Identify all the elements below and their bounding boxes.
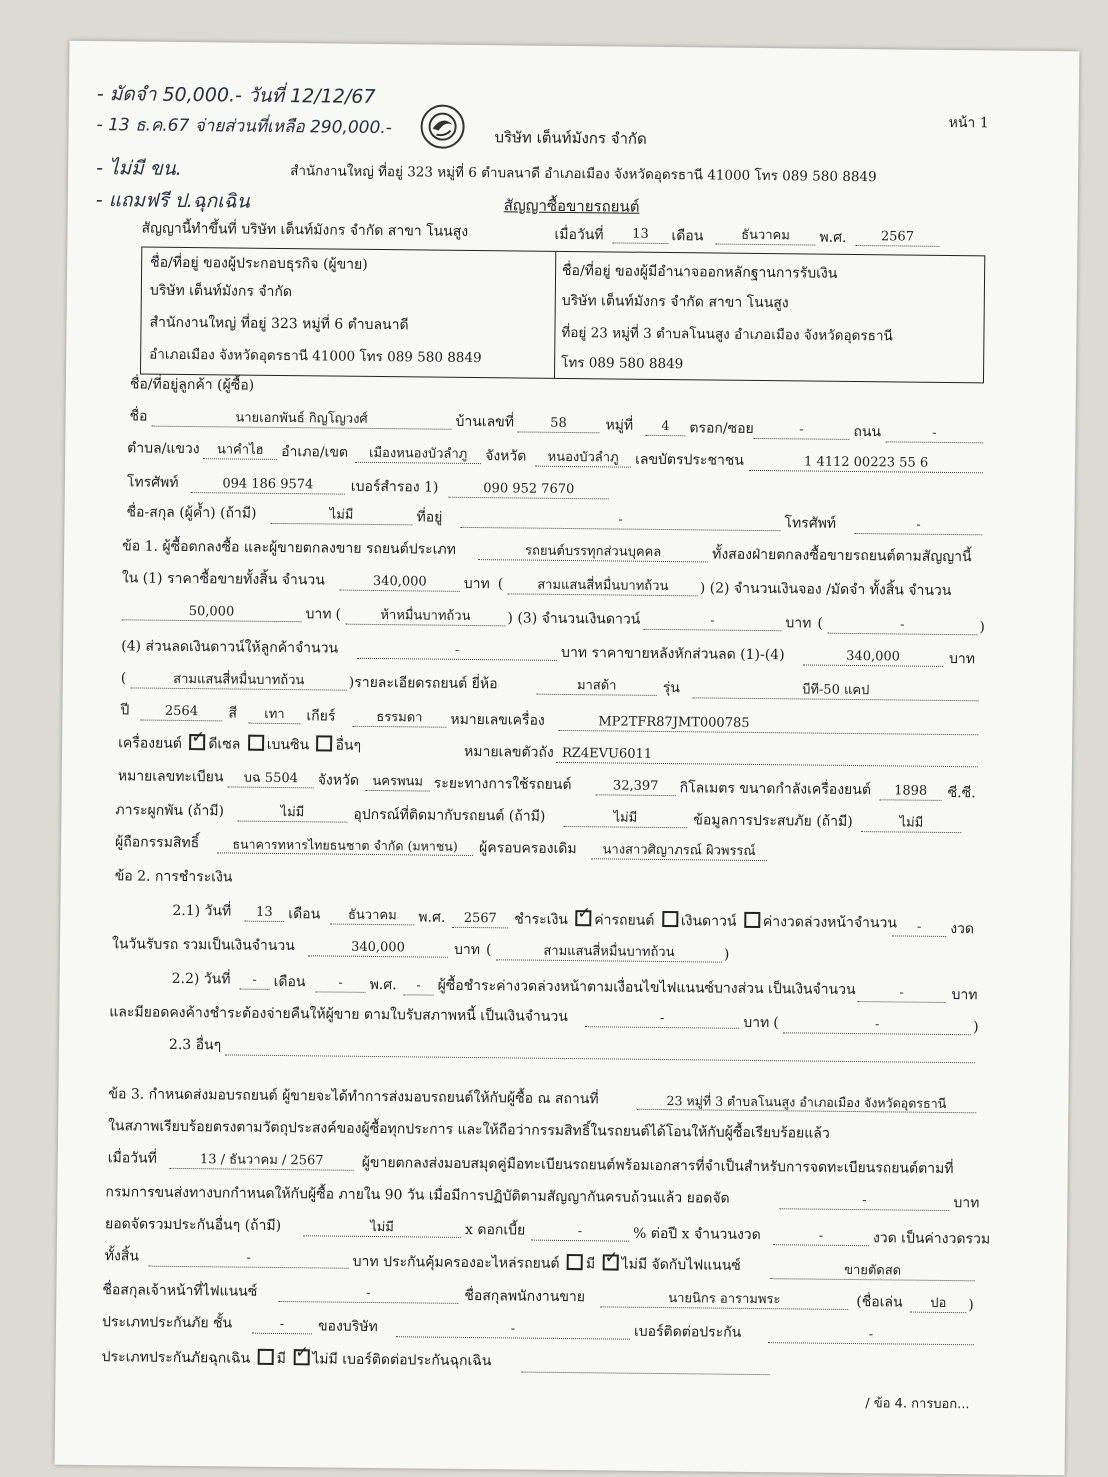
p22-amount: - [857, 985, 945, 1003]
gear-label: เกียร์ [306, 708, 336, 725]
p22-day: - [240, 973, 270, 990]
c1-line2a: ใน (1) ราคาซื้อขายทั้งสิ้น จำนวน [121, 570, 325, 589]
brand: มาสด้า [537, 678, 657, 696]
advance-label: ค่างวดล่วงหน้าจำนวน [762, 914, 898, 932]
term-count: - [773, 1228, 869, 1246]
p21-month-label: เดือน [288, 906, 321, 923]
parts-no-label: ไม่มี [621, 1256, 648, 1273]
p22-month-label: เดือน [273, 973, 306, 991]
p22-label: 2.2) วันที่ [171, 970, 231, 988]
pay-options [514, 909, 897, 932]
c3-line7c: (ชื่อเล่น [856, 1294, 903, 1311]
p22-remain-text: - [783, 1016, 971, 1035]
baht-3: บาท [785, 615, 812, 632]
road-label: ถนน [853, 423, 882, 441]
amphoe-label: อำเภอ/เขต [281, 443, 349, 461]
date-month: ธันวาคม [715, 228, 815, 246]
owner-label: ผู้ถือกรรมสิทธิ์ [115, 834, 200, 852]
prev-owner: นางสาวศิญาภรณ์ ผิวพรรณ์ [591, 842, 767, 861]
tambon-label: ตำบล/แขวง [127, 440, 200, 458]
c3-line6a: ทั้งสิ้น [104, 1248, 140, 1265]
footer-continue: / ข้อ 4. การบอก... [865, 1396, 970, 1413]
emergency-phone [522, 1358, 770, 1376]
baht-7: บาท [743, 1014, 770, 1032]
receipt-name: บริษัท เต็นท์มังกร จำกัด สาขา โนนสูง [561, 292, 789, 312]
down-payment-checkbox[interactable] [662, 911, 678, 927]
company-name: บริษัท เต็นท์มังกร จำกัด [494, 128, 647, 148]
delivery-date: 13 / ธันวาคม / 2567 [170, 1152, 354, 1171]
c3-line4a: กรมการขนส่งทางบกกำหนดให้กับผู้ซื้อ ภายใน 90 วัน เมื่อมีการปฏิบัติตามสัญญากันครบถ้วนแล้ว ยอดจัด [105, 1184, 730, 1207]
vehicle-type: รถยนต์บรรทุกส่วนบุคคล [478, 543, 708, 562]
year-label: พ.ศ. [819, 229, 847, 246]
p21-total-label: ในวันรับรถ รวมเป็นเงินจำนวน [111, 936, 295, 955]
amphoe: เมืองหนองบัวลำภู [355, 446, 481, 464]
parts-yes-label: มี [585, 1256, 596, 1273]
down-payment-label: เงินดาวน์ [680, 913, 737, 930]
insurance-class: - [252, 1317, 312, 1335]
salesperson-nickname: ปอ [910, 1296, 966, 1314]
model: บีที-50 แคป [693, 681, 979, 701]
p22-text: ผู้ซื้อชำระค่างวดล่วงหน้าตามเงื่อนไขไฟแนนซ์บางส่วน เป็นเงินจำนวน [437, 977, 856, 999]
c3-line8b: ของบริษัท [317, 1318, 378, 1336]
emergency-row [102, 1347, 492, 1370]
soi-label: ตรอก/ซอย [689, 420, 754, 437]
other-fuel-label: อื่นๆ [335, 737, 362, 754]
house-number: 58 [517, 415, 599, 433]
baht-1: บาท [463, 575, 490, 593]
c3-line7a: ชื่อสกุลเจ้าหน้าที่ไฟแนนซ์ [102, 1282, 258, 1300]
baht-6: บาท [951, 987, 978, 1004]
accessories-label: อุปกรณ์ที่ติดมากับรถยนต์ (ถ้ามี) [353, 806, 546, 825]
handwritten-note-3: - ไม่มี ขน. [96, 157, 182, 180]
c3-line5a: ยอดจัดรวมประกันอื่นๆ (ถ้ามี) [105, 1216, 282, 1235]
diesel-label: ดีเซล [208, 736, 241, 753]
date-label: เมื่อวันที่ [554, 226, 604, 244]
c1-line4b: บาท ราคาขายหลังหักส่วนลด (1)-(4) [561, 644, 785, 664]
c3-line5c: % ต่อปี x จำนวนงวด [632, 1225, 761, 1244]
c3-line9b: เบอร์ติดต่อประกันฉุกเฉิน [342, 1351, 492, 1370]
seller-address-2: อำเภอเมือง จังหวัดอุดรธานี 41000 โทร 089 580 8849 [149, 346, 482, 367]
net-price: 340,000 [803, 648, 943, 666]
cc-unit: ซี.ซี. [947, 784, 976, 802]
advance-count: - [892, 919, 946, 937]
encumbrance-label: ภาระผูกพัน (ถ้ามี) [115, 802, 225, 820]
deposit-text: ห้าหมื่นบาทถ้วน [345, 608, 505, 627]
receipt-address: ที่อยู่ 23 หมู่ที่ 3 ตำบลโนนสูง อำเภอเมือง จังหวัดอุดรธานี [561, 324, 893, 345]
finance-officer: - [278, 1285, 458, 1304]
down-payment-text: - [827, 617, 977, 636]
year-label-car: ปี [120, 702, 130, 719]
finance-company: ขายตัดสด [771, 1262, 975, 1281]
parts-insurance-row [353, 1252, 741, 1275]
plate-label: หมายเลขทะเบียน [117, 768, 224, 786]
installment-unit: งวด [950, 921, 975, 938]
receipt-phone: โทร 089 580 8849 [561, 354, 684, 373]
total-installment: - [149, 1250, 349, 1269]
p21-year: 2567 [452, 911, 508, 929]
parts-insurance-no-checkbox[interactable] [603, 1254, 619, 1270]
discount: - [357, 642, 557, 661]
c3-line6b: บาท ประกันคุ้มครองอะไหล่รถยนต์ [352, 1253, 560, 1272]
emergency-no-checkbox[interactable] [293, 1349, 309, 1365]
gear: ธรรมดา [352, 710, 446, 728]
alt-phone: 090 952 7670 [449, 481, 609, 500]
c1-line2b: ) (2) จำนวนเงินจอง /มัดจำ ทั้งสิ้น จำนวน [699, 580, 952, 600]
color-label: สี [228, 705, 238, 722]
fuel-row [118, 733, 361, 755]
c1-line3b: ) (3) จำนวนเงินดาวน์ [507, 610, 641, 628]
mileage: 32,397 [596, 778, 676, 796]
advance-checkbox[interactable] [744, 912, 760, 928]
c3-line8c: เบอร์ติดต่อประกัน [633, 1323, 742, 1341]
province-label: จังหวัด [485, 448, 527, 465]
p22-year: - [404, 978, 434, 995]
baht-5: บาท [453, 941, 481, 959]
guarantor-address: - [460, 511, 780, 531]
p21-day: 13 [244, 905, 284, 922]
finance-amount: - [779, 1192, 949, 1211]
seller-name: บริษัท เต็นท์มังกร จำกัด [149, 282, 293, 301]
c1-line1b: ทั้งสองฝ่ายตกลงซื้อขายรถยนต์ตามสัญญานี้ [712, 546, 972, 566]
car-price-checkbox[interactable] [575, 910, 591, 926]
benzin-checkbox[interactable] [248, 735, 264, 751]
phone-label: โทรศัพท์ [126, 474, 179, 491]
delivery-place: 23 หมู่ที่ 3 ตำบลโนนสูง อำเภอเมือง จังหวัดอุดรธานี [636, 1093, 976, 1114]
c3-line6c: จัดกับไฟแนนซ์ [651, 1256, 741, 1274]
c3-line1a: ข้อ 3. กำหนดส่งมอบรถยนต์ ผู้ขายจะได้ทำการส่งมอบรถยนต์ให้กับผู้ซื้อ ณ สถานที่ [108, 1086, 599, 1108]
company-address: สำนักงานใหญ่ ที่อยู่ 323 หมู่ที่ 6 ตำบลนาดี อำเภอเมือง จังหวัดอุดรธานี 41000 โทร 089 580 8849 [290, 163, 877, 186]
province: หนองบัวลำภู [535, 450, 631, 468]
date-year: 2567 [855, 229, 939, 247]
guarantor-address-label: ที่อยู่ [416, 509, 443, 526]
moo-label: หมู่ที่ [605, 417, 634, 434]
moo: 4 [645, 419, 685, 436]
house-label: บ้านเลขที่ [455, 413, 515, 431]
guarantor-phone-label: โทรศัพท์ [784, 515, 837, 532]
guarantor-label: ชื่อ-สกุล (ผู้ค้ำ) (ถ้ามี) [126, 504, 257, 522]
prev-owner-label: ผู้ครอบครองเดิม [478, 840, 577, 858]
p21-label: 2.1) วันที่ [172, 902, 232, 920]
engine-label: หมายเลขเครื่อง [450, 711, 545, 729]
net-price-text: สามแสนสี่หมื่นบาทถ้วน [131, 671, 347, 690]
owner: ธนาคารทหารไทยธนชาต จำกัด (มหาชน) [217, 836, 473, 856]
deposit: 50,000 [121, 603, 301, 622]
accident-label: ข้อมูลการประสบภัย (ถ้ามี) [693, 812, 853, 830]
diesel-checkbox[interactable] [189, 734, 205, 750]
p23-other [225, 1040, 975, 1063]
p22-remain: - [585, 1010, 739, 1029]
made-at: สัญญานี้ทำขึ้นที่ บริษัท เต็นท์มังกร จำกัด สาขา โนนสูง [141, 220, 469, 240]
pay-label: ชำระเงิน [514, 911, 568, 929]
handwritten-note-4: - แถมฟรี ป.ฉุกเฉิน [95, 189, 250, 213]
p23-label: 2.3 อื่นๆ [168, 1036, 222, 1054]
engine-cc: 1898 [880, 783, 942, 801]
company-logo-icon [420, 104, 464, 148]
party-box [140, 247, 985, 384]
plate-province: นครพนม [366, 774, 430, 792]
c3-line8a: ประเภทประกันภัย ชั้น [101, 1314, 233, 1332]
baht-4: บาท [948, 650, 976, 668]
seller-heading: ชื่อ/ที่อยู่ ของผู้ประกอบธุรกิจ (ผู้ขาย) [150, 254, 368, 273]
car-color: เทา [248, 707, 300, 725]
emergency-yes-label: มี [276, 1350, 286, 1368]
buyer-name: นายเอกพันธ์ กิญโญวงศ์ [151, 410, 451, 430]
other-fuel-checkbox[interactable] [316, 735, 332, 751]
fuel-label: เครื่องยนต์ [118, 735, 182, 752]
contract-page: - มัดจำ 50,000.- วันที่ 12/12/67 - 13 ธ.ค.67 จ่ายส่วนที่เหลือ 290,000.- - ไม่มี ขน. - แถมฟรี ป.ฉุกเฉิน หน้า 1 บริษัท เต็นท์มังกร จำกัด สำนักงานใหญ่ ที่อยู่ 323 หมู่ที่ 6 ตำบลนาดี อำเภอเมือง จังหวัดอุดรธานี 41000 โทร 089 580 8849 สัญญาซื้อขายรถยนต์ สัญญานี้ทำขึ้นที่ บริษัท เต็นท์มังกร จำกัด สาขา โนนสูง เมื่อวันที่ 13 เดือน ธันวาคม พ.ศ. 2567 ชื่อ/ที่อยู่ ของผู้ประกอบธุรกิจ (ผู้ขาย) บริษัท เต็นท์มังกร จำกัด สำนักงานใหญ่ ที่อยู่ 323 หมู่ที่ 6 ตำบลนาดี อำเภอเมือง จังหวัดอุดรธานี 41000 โทร 089 580 8849 ชื่อ/ที่อยู่ ของผู้มีอำนาจออกหลักฐานการรับเงิน บริษัท เต็นท์มังกร จำกัด สาขา โนนสูง ที่อยู่ 23 หมู่ที่ 3 ตำบลโนนสูง อำเภอเมือง จังหวัดอุดรธานี โทร 089 580 8849 ชื่อ/ที่อยู่ลูกค้า (ผู้ซื้อ) ชื่อ นายเอกพันธ์ กิญโญวงศ์ บ้านเลขที่ 58 หมู่ที่ 4 ตรอก/ซอย - ถนน - ตำบล/แขวง นาคำไฮ อำเภอ/เขต เมืองหนองบัวลำภู จังหวัด หนองบัวลำภู เลขบัตรประชาชน 1 4112 00223 55 6 โทรศัพท์ 094 186 9574 เบอร์สำรอง 1) 090 952 7670 ชื่อ-สกุล (ผู้ค้ำ) (ถ้ามี) ไม่มี ที่อยู่ - โทรศัพท์ - ข้อ 1. ผู้ซื้อตกลงซื้อ และผู้ขายตกลงขาย รถยนต์ประเภท รถยนต์บรรทุกส่วนบุคคล ทั้งสองฝ่ายตกลงซื้อขายรถยนต์ตามสัญญานี้ ใน (1) ราคาซื้อขายทั้งสิ้น จำนวน 340,000 บาท ( สามแสนสี่หมื่นบาทถ้วน ) (2) จำนวนเงินจอง /มัดจำ ทั้งสิ้น จำนวน 50,000 บาท ( ห้าหมื่นบาทถ้วน ) (3) จำนวนเงินดาวน์ - บาท ( - ) (4) ส่วนลดเงินดาวน์ให้ลูกค้าจำนวน - บาท ราคาขายหลังหักส่วนลด (1)-(4) 340,000 บาท ( สามแสนสี่หมื่นบาทถ้วน )รายละเอียดรถยนต์ ยี่ห้อ มาสด้า รุ่น บีที-50 แคป ปี 2564 สี เทา เกียร์ ธรรมดา หมายเลขเครื่อง MP2TFR87JMT000785 เครื่องยนต์ ✓ ดีเซล เบนซิน อื่นๆ หมายเลขตัวถัง RZ4EVU6011 หมายเลขทะเบียน บฉ 5504 จังหวัด นครพนม ระยะทางการใช้รถยนต์ 32,397 กิโลเมตร ขนาดกำลังเครื่องยนต์ 1898 ซี.ซี. ภาระผูกพัน (ถ้ามี) ไม่มี อุปกรณ์ที่ติดมากับรถยนต์ (ถ้ามี) ไม่มี ข้อมูลการประสบภัย (ถ้ามี) ไม่มี ผู้ถือกรรมสิทธิ์ ธนาคารทหารไทยธนชาต จำกัด (มหาชน) ผู้ครอบครองเดิม นางสาวศิญาภรณ์ ผิวพรรณ์ ข้อ 2. การชำระเงิน 2.1) วันที่ 13 เดือน ธันวาคม พ.ศ. 2567 ชำระเงิน ✓ ค่ารถยนต์ เงินดาวน์ ค่างวดล่วงหน้าจำนวน - งวด ในวันรับรถ รวมเป็นเงินจำนวน 340,000 บาท ( สามแสนสี่หมื่นบาทถ้วน ) 2.2) วันที่ - เดือน - พ.ศ. - ผู้ซื้อชำระค่างวดล่วงหน้าตามเงื่อนไขไฟแนนซ์บางส่วน เป็นเงินจำนวน - บาท และมียอดคงค้างชำระต้องจ่ายคืนให้ผู้ขาย ตามใบรับสภาพหนี้ เป็นเงินจำนวน - บาท ( - ) 2.3 อื่นๆ ข้อ 3. กำหนดส่งมอบรถยนต์ ผู้ขายจะได้ทำการส่งมอบรถยนต์ให้กับผู้ซื้อ ณ สถานที่ 23 หมู่ที่ 3 ตำบลโนนสูง อำเภอเมือง จังหวัดอุดรธานี ในสภาพเรียบร้อยตรงตามวัตถุประสงค์ของผู้ซื้อทุกประการ และให้ถือว่ากรรมสิทธิ์ในรถยนต์ได้โอนให้กับผู้ซื้อเรียบร้อยแล้ว เมื่อวันที่ 13 / ธันวาคม / 2567 ผู้ขายตกลงส่งมอบสมุดคู่มือทะเบียนรถยนต์พร้อมเอกสารที่จำเป็นสำหรับการจดทะเบียนรถยนต์ตามที่ กรมการขนส่งทางบกกำหนดให้กับผู้ซื้อ ภายใน 90 วัน เมื่อมีการปฏิบัติตามสัญญากันครบถ้วนแล้ว ยอดจัด - บาท ยอดจัดรวมประกันอื่นๆ (ถ้ามี) ไม่มี x ดอกเบี้ย - % ต่อปี x จำนวนงวด - งวด เป็นค่างวดรวม ทั้งสิ้น - บาท ประกันคุ้มครองอะไหล่รถยนต์ มี ✓ ไม่มี จัดกับไฟแนนซ์ ขายตัดสด ชื่อสกุลเจ้าหน้าที่ไฟแนนซ์ - ชื่อสกุลพนักงานขาย นายนิกร อารามพระ (ชื่อเล่น ปอ ) ประเภทประกันภัย ชั้น - ของบริษัท - เบอร์ติดต่อประกัน - ประเภทประกันภัยฉุกเฉิน มี ✓ ไม่มี เบอร์ติดต่อประกันฉุกเฉิน / ข้อ 4. การบอก... [55, 41, 1080, 1475]
model-label: รุ่น [662, 679, 680, 697]
handwritten-note-1: - มัดจำ 50,000.- วันที่ 12/12/67 [96, 83, 376, 108]
baht-2: บาท [305, 606, 332, 623]
insurance-company: - [396, 1320, 630, 1339]
soi: - [753, 422, 849, 440]
sale-price-text: สามแสนสี่หมื่นบาทถ้วน [508, 577, 698, 596]
phone: 094 186 9574 [191, 476, 345, 495]
c3-line2: ในสภาพเรียบร้อยตรงตามวัตถุประสงค์ของผู้ซื้อทุกประการ และให้ถือว่ากรรมสิทธิ์ในรถยนต์ได้โอนให้กับผู้ซื้อเรียบร้อยแล้ว [108, 1118, 830, 1142]
p22-year-label: พ.ศ. [369, 976, 397, 994]
guarantor: ไม่มี [270, 507, 412, 525]
car-year: 2564 [140, 704, 222, 722]
c3-line7b: ชื่อสกุลพนักงานขาย [464, 1287, 586, 1306]
buyer-name-label: ชื่อ [129, 408, 148, 425]
p21-month: ธันวาคม [330, 908, 414, 926]
p21-year-label: พ.ศ. [418, 909, 446, 926]
c3-line3a: เมื่อวันที่ [107, 1150, 157, 1167]
page-number: หน้า 1 [948, 114, 989, 132]
emergency-yes-checkbox[interactable] [258, 1349, 274, 1365]
salesperson: นายนิกร อารามพระ [600, 1290, 848, 1310]
c3-line5b: x ดอกเบี้ย [464, 1221, 526, 1239]
chassis-label: หมายเลขตัวถัง [463, 743, 554, 761]
car-price-label: ค่ารถยนต์ [594, 912, 655, 929]
accessories: ไม่มี [563, 810, 687, 828]
tambon: นาคำไฮ [203, 442, 277, 460]
other-insurance: ไม่มี [303, 1219, 461, 1238]
interest-rate: - [531, 1224, 629, 1242]
receipt-heading: ชื่อ/ที่อยู่ ของผู้มีอำนาจออกหลักฐานการรับเงิน [562, 262, 838, 282]
id-label: เลขบัตรประชาชน [635, 451, 745, 469]
plate-province-label: จังหวัด [317, 772, 360, 789]
c3-line5d: งวด เป็นค่างวดรวม [872, 1230, 991, 1248]
national-id: 1 4112 00223 55 6 [749, 454, 983, 473]
p21-total: 340,000 [308, 939, 448, 957]
emergency-no-label: ไม่มี [312, 1351, 338, 1368]
chassis-number: RZ4EVU6011 [556, 746, 978, 767]
c3-line9a: ประเภทประกันภัยฉุกเฉิน [101, 1349, 251, 1367]
contract-title: สัญญาซื้อขายรถยนต์ [503, 196, 640, 216]
p22-remain-label: และมียอดคงค้างชำระต้องจ่ายคืนให้ผู้ขาย ตามใบรับสภาพหนี้ เป็นเงินจำนวน [109, 1004, 568, 1026]
guarantor-phone: - [854, 517, 982, 535]
encumbrance: ไม่มี [237, 805, 347, 823]
benzin-label: เบนซิน [266, 736, 310, 754]
plate: บฉ 5504 [228, 770, 314, 788]
c3-line3b: ผู้ขายตกลงส่งมอบสมุดคู่มือทะเบียนรถยนต์พร้อมเอกสารที่จำเป็นสำหรับการจดทะเบียนรถยนต์ตามที่ [361, 1154, 954, 1178]
seller-address-1: สำนักงานใหญ่ ที่อยู่ 323 หมู่ที่ 6 ตำบลนาดี [149, 314, 409, 334]
clause2-title: ข้อ 2. การชำระเงิน [114, 868, 233, 886]
buyer-section: ชื่อ/ที่อยู่ลูกค้า (ผู้ซื้อ) [129, 376, 255, 394]
c1-line4a: (4) ส่วนลดเงินดาวน์ให้ลูกค้าจำนวน [121, 638, 339, 657]
alt-phone-label: เบอร์สำรอง 1) [350, 478, 439, 496]
month-label: เดือน [671, 228, 704, 245]
date-day: 13 [612, 226, 668, 244]
engine-number: MP2TFR87JMT000785 [558, 714, 978, 735]
cc-label: กิโลเมตร ขนาดกำลังเครื่องยนต์ [679, 780, 872, 799]
p22-month: - [316, 975, 366, 993]
baht-8: บาท [953, 1195, 980, 1212]
handwritten-note-2: - 13 ธ.ค.67 จ่ายส่วนที่เหลือ 290,000.- [96, 115, 392, 139]
down-payment: - [643, 613, 781, 631]
parts-insurance-yes-checkbox[interactable] [567, 1254, 583, 1270]
c1-line5b: )รายละเอียดรถยนต์ ยี่ห้อ [348, 674, 498, 693]
sale-price: 340,000 [340, 574, 460, 592]
km-label: ระยะทางการใช้รถยนต์ [433, 775, 572, 794]
accident-info: ไม่มี [861, 815, 961, 833]
insurance-phone: - [768, 1326, 974, 1345]
p21-total-text: สามแสนสี่หมื่นบาทถ้วน [496, 943, 722, 962]
c1-line1a: ข้อ 1. ผู้ซื้อตกลงซื้อ และผู้ขายตกลงขาย รถยนต์ประเภท [122, 538, 457, 558]
road: - [885, 425, 983, 443]
